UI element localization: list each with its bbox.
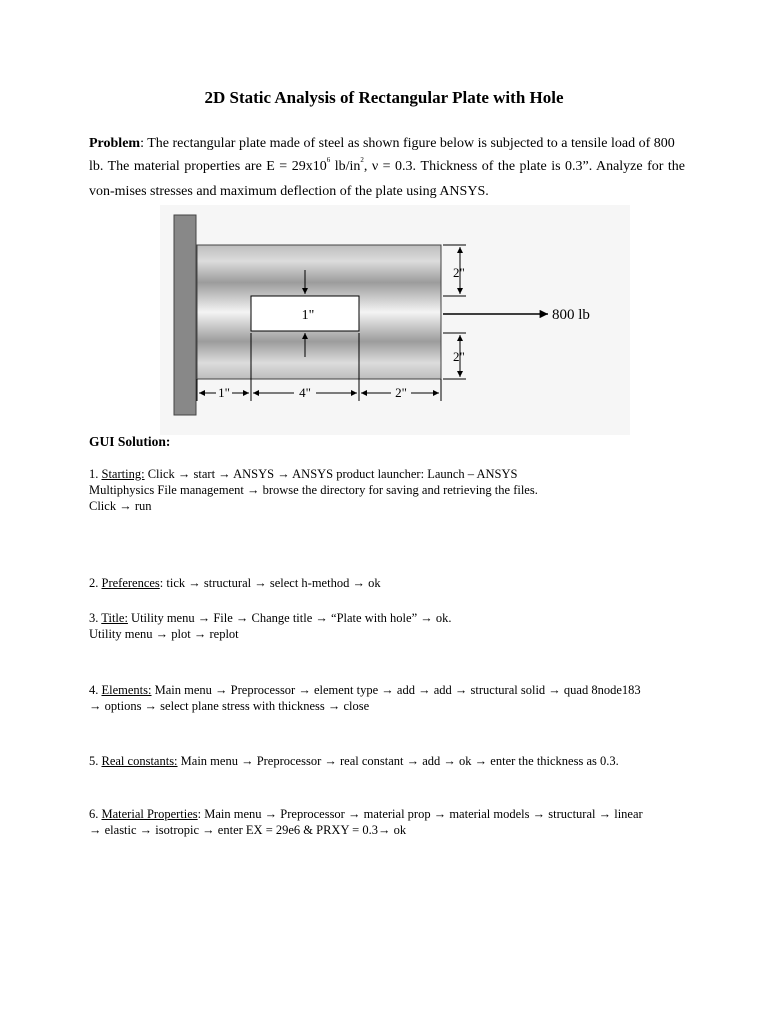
problem-line-1: Problem: The rectangular plate made of steel as shown figure below is subjected to a tensile load of 800 (89, 136, 675, 151)
step-1: 1. Starting: Click → start → ANSYS → ANSYS product launcher: Launch – ANSYS Multiphysics File management → browse the directory for saving and retrieving the files. Click → run (89, 467, 538, 513)
step-6: 6. Material Properties: Main menu → Preprocessor → material prop → material models → structural → linear → elastic → isotropic → enter EX = 29e6 & PRXY = 0.3→ ok (89, 807, 643, 837)
step-2: 2. Preferences: tick → structural → select h-method → ok (89, 576, 381, 590)
dimension-middle: 4" (299, 385, 311, 400)
problem-label: Problem (89, 136, 141, 151)
bottom-dimension: 2" (453, 349, 465, 364)
plate-figure (160, 205, 630, 435)
step-3: 3. Title: Utility menu → File → Change title → “Plate with hole” → ok. Utility menu → plot → replot (89, 611, 452, 641)
step-4: 4. Elements: Main menu → Preprocessor → element type → add → add → structural solid → quad 8node183 → options → select plane stress with thickness → close (89, 683, 641, 713)
document-title: 2D Static Analysis of Rectangular Plate with Hole (204, 88, 564, 107)
fixed-wall (174, 215, 196, 415)
dimension-left: 1" (218, 385, 230, 400)
top-dimension: 2" (453, 265, 465, 280)
problem-line-3: von-mises stresses and maximum deflection of the plate using ANSYS. (89, 184, 489, 199)
hole-label: 1" (301, 308, 315, 323)
gui-heading: GUI Solution: (89, 434, 171, 449)
step-5: 5. Real constants: Main menu → Preprocessor → real constant → add → ok → enter the thickness as 0.3. (89, 754, 619, 768)
dimension-right: 2" (395, 385, 407, 400)
problem-line-2: lb. The material properties are $E = 29x10^6$ $lb/in^2$, ν = 0.3. Thickness of the plate is 0.3”. Analyze for the (89, 156, 686, 174)
load-label: 800 lb (552, 307, 590, 323)
